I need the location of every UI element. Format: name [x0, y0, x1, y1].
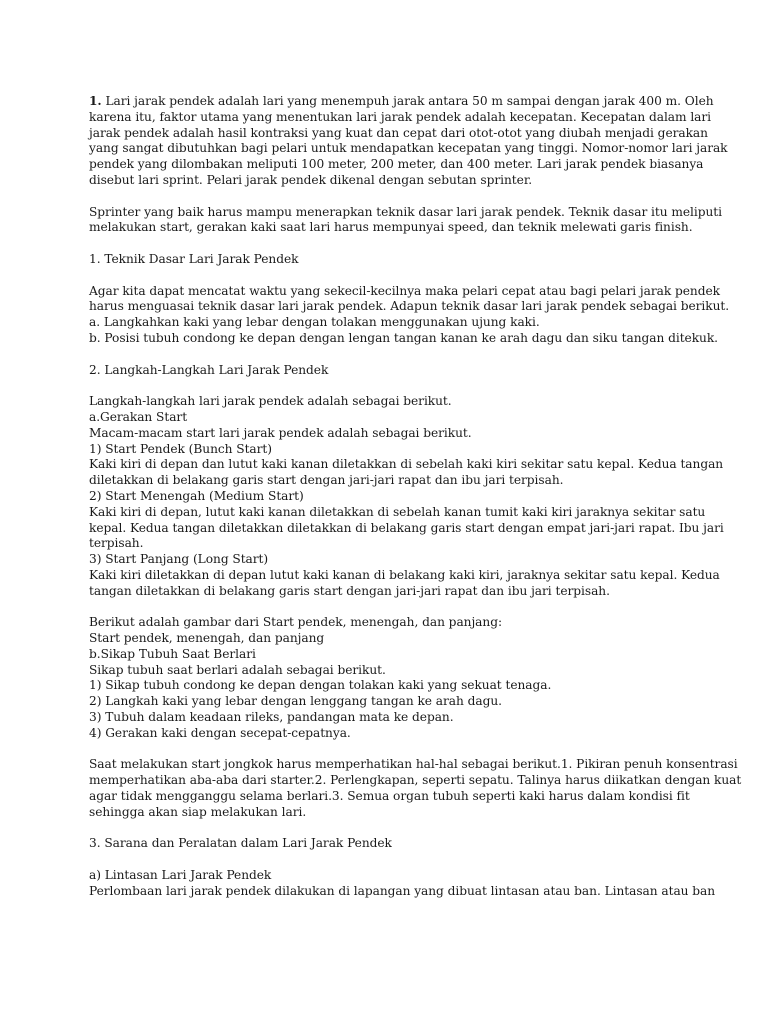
text-line: jarak pendek adalah hasil kontraksi yang kuat dan cepat dari otot-otot yang diubah menjadi gerakan: [89, 125, 708, 140]
paragraph: [89, 283, 730, 347]
text-line: Perlombaan lari jarak pendek dilakukan di lapangan yang dibuat lintasan atau ban. Lintasan atau ban: [89, 883, 716, 898]
text-line: 3) Tubuh dalam keadaan rileks, pandangan mata ke depan.: [89, 710, 454, 725]
text-line: pendek yang dilombakan meliputi 100 meter, 200 meter, dan 400 meter. Lari jarak pendek biasanya: [89, 157, 704, 172]
text-line: Agar kita dapat mencatat waktu yang sekecil-kecilnya maka pelari cepat atau bagi pelari jarak pendek: [89, 283, 720, 298]
text-line: Sprinter yang baik harus mampu menerapkan teknik dasar lari jarak pendek. Teknik dasar itu meliputi: [89, 204, 722, 219]
text-line: Saat melakukan start jongkok harus memperhatikan hal-hal sebagai berikut.1. Pikiran penuh konsentrasi: [89, 757, 738, 772]
text-line: Sikap tubuh saat berlari adalah sebagai berikut.: [89, 662, 386, 677]
text-line: 1) Sikap tubuh condong ke depan dengan tolakan kaki yang sekuat tenaga.: [89, 678, 552, 693]
text-line: kepal. Kedua tangan diletakkan diletakkan di belakang garis start dengan empat jari-jari rapat. Ibu jari: [89, 520, 724, 535]
text-line: Berikut adalah gambar dari Start pendek, menengah, dan panjang:: [89, 615, 503, 630]
paragraph: [89, 757, 742, 820]
text-line: a. Langkahkan kaki yang lebar dengan tolakan menggunakan ujung kaki.: [89, 315, 540, 330]
document-body: [89, 94, 742, 915]
text-line: yang sangat dibutuhkan bagi pelari untuk mendapatkan kecepatan yang tinggi. Nomor-nomor lari jarak: [89, 141, 728, 156]
paragraph: [89, 394, 724, 599]
text-line: Kaki kiri di depan dan lutut kaki kanan diletakkan di sebelah kaki kiri sekitar satu kepal. Kedua tangan: [89, 457, 724, 472]
text-line: 2) Langkah kaki yang lebar dengan lenggang tangan ke arah dagu.: [89, 694, 502, 709]
text-line: terpisah.: [89, 536, 144, 551]
text-line: b.Sikap Tubuh Saat Berlari: [89, 646, 256, 661]
text-line: agar tidak mengganggu selama berlari.3. Semua organ tubuh seperti kaki harus dalam kondisi fit: [89, 789, 690, 804]
text-line: Macam-macam start lari jarak pendek adalah sebagai berikut.: [89, 425, 472, 440]
text-line: 2. Langkah-Langkah Lari Jarak Pendek: [89, 362, 329, 377]
text-line: 4) Gerakan kaki dengan secepat-cepatnya.: [89, 725, 351, 740]
text-line: 1. Teknik Dasar Lari Jarak Pendek: [89, 251, 299, 266]
paragraph: [89, 204, 722, 237]
text-line: 3. Sarana dan Peralatan dalam Lari Jarak Pendek: [89, 836, 392, 851]
paragraph: [89, 252, 679, 268]
text-line: karena itu, faktor utama yang menentukan lari jarak pendek adalah kecepatan. Kecepatan dalam lari: [89, 109, 712, 124]
paragraph: [89, 836, 679, 852]
text-line: 3) Start Panjang (Long Start): [89, 552, 269, 567]
text-line: sehingga akan siap melakukan lari.: [89, 804, 307, 819]
paragraph: [89, 615, 679, 741]
text-line: 1) Start Pendek (Bunch Start): [89, 441, 272, 456]
text-line: a.Gerakan Start: [89, 409, 188, 424]
line-text: Lari jarak pendek adalah lari yang menempuh jarak antara 50 m sampai dengan jarak 400 m. Oleh: [101, 94, 714, 108]
paragraph: [89, 363, 679, 379]
text-line: tangan diletakkan di belakang garis start dengan jari-jari rapat dan ibu jari terpisah.: [89, 583, 610, 598]
text-line: melakukan start, gerakan kaki saat lari harus mempunyai speed, dan teknik melewati garis finish.: [89, 220, 693, 235]
text-line: 2) Start Menengah (Medium Start): [89, 488, 304, 503]
paragraph: [89, 868, 716, 900]
text-line: Kaki kiri di depan, lutut kaki kanan diletakkan di sebelah kanan tumit kaki kiri jaraknya sekitar satu: [89, 504, 706, 519]
text-line: a) Lintasan Lari Jarak Pendek: [89, 868, 272, 883]
text-line: b. Posisi tubuh condong ke depan dengan lengan tangan kanan ke arah dagu dan siku tangan ditekuk.: [89, 330, 719, 345]
text-line: harus menguasai teknik dasar lari jarak pendek. Adapun teknik dasar lari jarak pendek sebagai berikut.: [89, 299, 730, 314]
text-line: disebut lari sprint. Pelari jarak pendek dikenal dengan sebutan sprinter.: [89, 172, 533, 187]
paragraph: [89, 94, 728, 189]
text-line: [89, 94, 714, 110]
text-line: Kaki kiri diletakkan di depan lutut kaki kanan di belakang kaki kiri, jaraknya sekitar satu kepal. Kedua: [89, 567, 720, 582]
text-line: Langkah-langkah lari jarak pendek adalah sebagai berikut.: [89, 394, 452, 409]
text-line: diletakkan di belakang garis start dengan jari-jari rapat dan ibu jari terpisah.: [89, 473, 564, 488]
text-line: memperhatikan aba-aba dari starter.2. Perlengkapan, seperti sepatu. Talinya harus diikatkan dengan kuat: [89, 773, 742, 788]
item-number: 1.: [89, 94, 102, 108]
text-line: Start pendek, menengah, dan panjang: [89, 631, 325, 646]
